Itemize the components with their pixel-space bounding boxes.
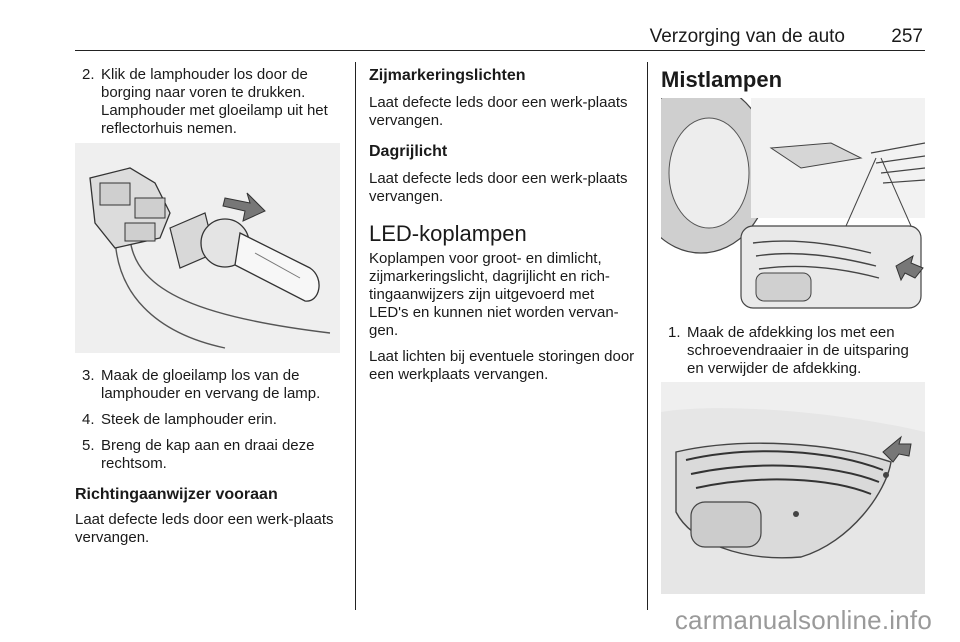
step-text: Breng de kap aan en draai deze rechtsom. (101, 437, 315, 472)
step-3 (75, 367, 341, 403)
section-body: Laat lichten bij eventuele storingen door een werkplaats vervangen. (369, 348, 635, 383)
step-4 (75, 411, 341, 429)
column-divider-2 (647, 62, 648, 610)
step-text: Maak de afdekking los met een schroevendraaier in de uitsparing en verwijder de afdekking. (687, 324, 909, 377)
bulb-holder-figure (75, 143, 340, 353)
column-divider-1 (355, 62, 356, 610)
section-body: Koplampen voor groot- en dimlicht, zijmarkeringslicht, dagrijlicht en rich-tingaanwijzers zijn uitgevoerd met LED's en kunnen niet worden vervan-gen. (369, 250, 619, 339)
column-3 (661, 66, 925, 94)
section-body: Laat defecte leds door een werk-plaats vervangen. (75, 511, 334, 546)
fog-lamp-cover-illustration (661, 382, 925, 594)
column-1 (75, 66, 341, 146)
column-3-lower (661, 324, 925, 386)
page-header (75, 26, 925, 51)
step-number: 5. (82, 437, 95, 454)
header-title: Verzorging van de auto (649, 26, 845, 47)
column-2 (369, 66, 635, 384)
fog-lamp-figure (661, 98, 925, 310)
step-5 (75, 437, 341, 473)
section-heading: Zijmarkeringslichten (369, 67, 526, 84)
step-number: 4. (82, 411, 95, 428)
step-1 (661, 324, 925, 378)
fog-lamp-illustration (661, 98, 925, 310)
section-heading: LED-koplampen (369, 221, 527, 246)
section-body: Laat defecte leds door een werk-plaats vervangen. (369, 170, 628, 205)
step-number: 3. (82, 367, 95, 384)
fog-lamp-cover-figure (661, 382, 925, 594)
step-number: 1. (668, 324, 681, 341)
section-heading: Dagrijlicht (369, 143, 448, 160)
page-number: 257 (891, 26, 923, 47)
column-1-lower (75, 367, 341, 547)
step-text: Maak de gloeilamp los van de lamphouder en vervang de lamp. (101, 367, 321, 402)
bulb-holder-illustration (75, 143, 340, 353)
step-number: 2. (82, 66, 95, 83)
watermark: carmanualsonline.info (674, 605, 932, 635)
step-text: Steek de lamphouder erin. (101, 411, 277, 428)
section-body: Laat defecte leds door een werk-plaats vervangen. (369, 94, 628, 129)
section-heading: Mistlampen (661, 67, 783, 92)
section-heading: Richtingaanwijzer vooraan (75, 486, 278, 503)
step-2 (75, 66, 341, 138)
step-text: Klik de lamphouder los door de borging naar voren te drukken. Lamphouder met gloeilamp uit het reflectorhuis nemen. (101, 66, 328, 137)
